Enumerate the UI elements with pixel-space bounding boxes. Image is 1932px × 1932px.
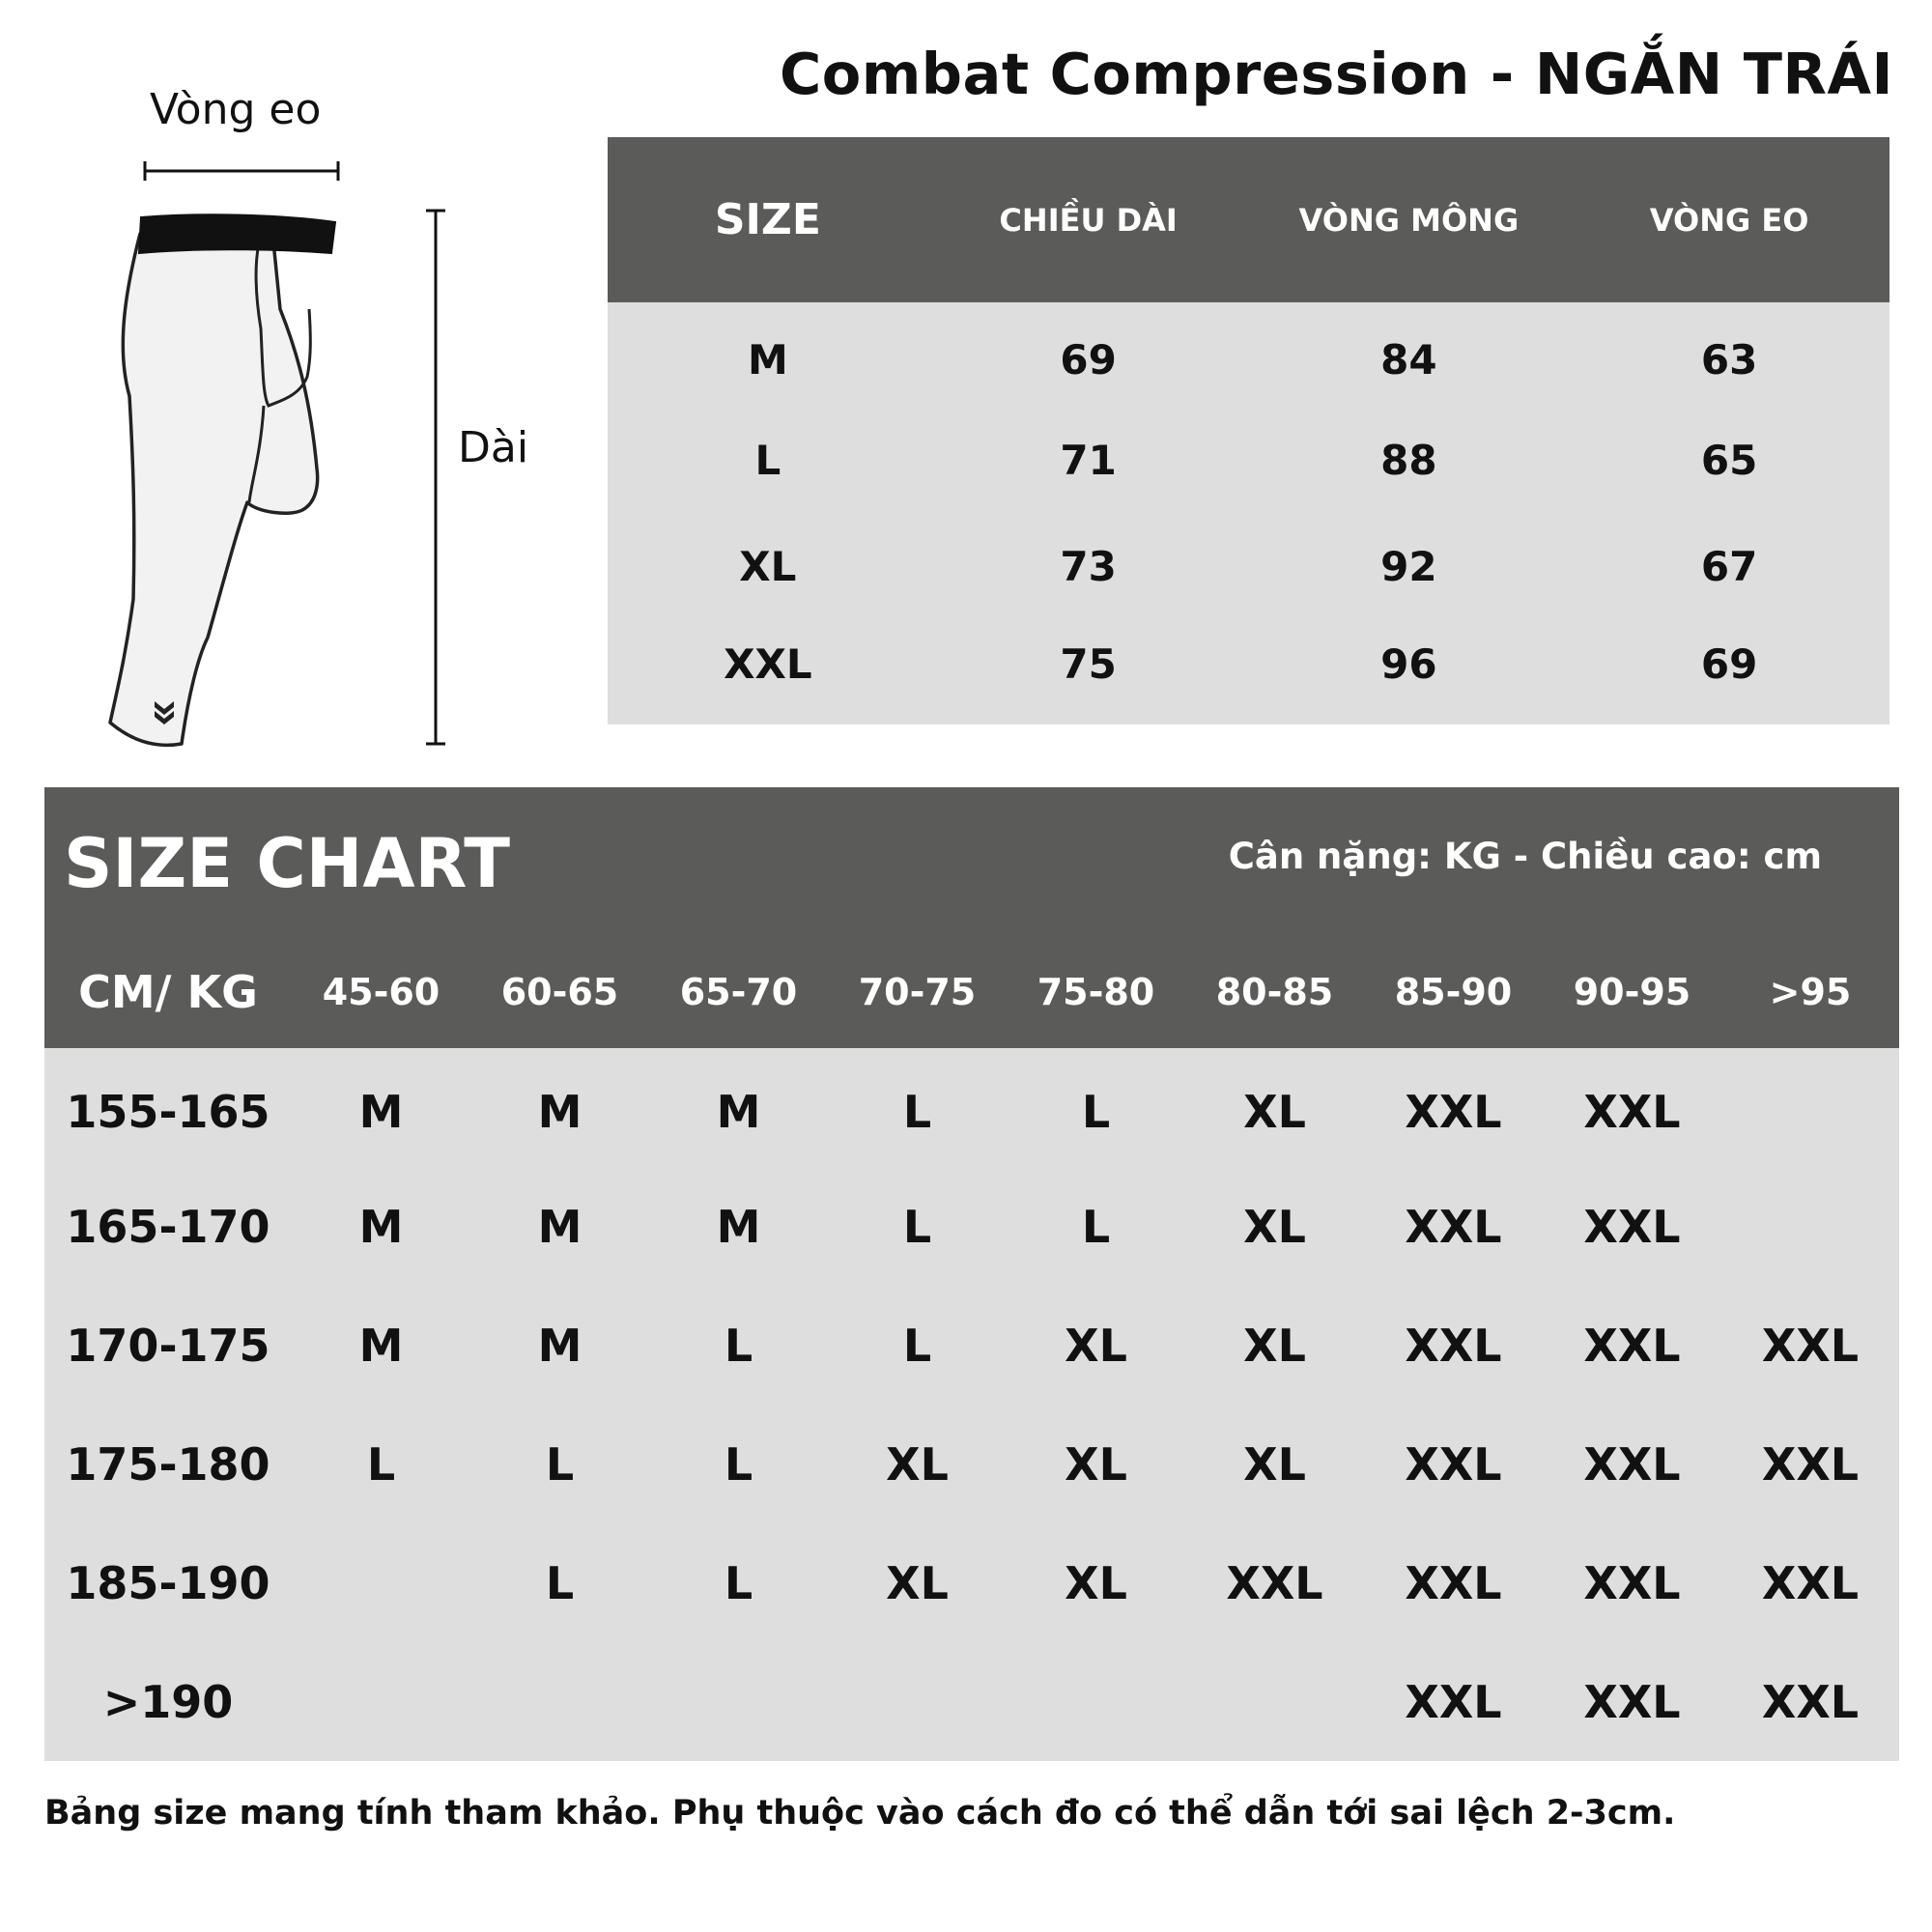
header-length: CHIỀU DÀI	[999, 201, 1178, 239]
corner-label: CM/ KG	[78, 965, 258, 1018]
size-cell: L	[902, 1319, 932, 1372]
size-cell: L	[545, 1437, 575, 1491]
size-cell: XL	[1243, 1200, 1306, 1253]
weight-header: 70-75	[858, 970, 977, 1013]
cell-waist: 67	[1700, 542, 1758, 590]
header-size: SIZE	[714, 195, 821, 244]
weight-header: >95	[1769, 970, 1852, 1013]
height-label: 170-175	[66, 1319, 270, 1372]
size-cell: XL	[1065, 1556, 1127, 1609]
size-cell	[292, 1642, 470, 1761]
height-label: >190	[102, 1675, 234, 1728]
height-row	[44, 1523, 1899, 1642]
height-row	[44, 1167, 1899, 1286]
cell-size: M	[747, 336, 788, 384]
cell-waist: 69	[1700, 639, 1758, 688]
size-cell: XXL	[1761, 1675, 1860, 1728]
height-row	[44, 1405, 1899, 1523]
cell-waist: 65	[1700, 437, 1758, 485]
size-cell: M	[537, 1200, 582, 1253]
size-cell: XL	[886, 1556, 949, 1609]
size-cell: M	[358, 1319, 404, 1372]
cell-hip: 88	[1380, 437, 1437, 485]
weight-header: 60-65	[500, 970, 619, 1013]
size-cell: XL	[1243, 1319, 1306, 1372]
size-cell: L	[724, 1437, 753, 1491]
height-row	[44, 1286, 1899, 1405]
size-cell: L	[902, 1200, 932, 1253]
size-cell: XXL	[1405, 1085, 1502, 1138]
size-cell	[292, 1523, 470, 1642]
size-cell: L	[366, 1437, 396, 1491]
waist-measure-line	[145, 161, 338, 181]
cell-length: 69	[1060, 336, 1117, 384]
weight-header: 80-85	[1215, 970, 1334, 1013]
height-label: 175-180	[66, 1437, 270, 1491]
size-cell	[470, 1642, 649, 1761]
size-cell: XXL	[1583, 1437, 1681, 1491]
length-measure-label: Dài	[458, 423, 529, 472]
size-cell: XL	[1065, 1437, 1127, 1491]
measurement-row	[608, 408, 1889, 513]
size-cell: L	[724, 1319, 753, 1372]
size-cell: XXL	[1583, 1675, 1681, 1728]
measurement-header-row	[608, 137, 1889, 302]
height-row	[44, 1642, 1899, 1761]
size-cell	[1185, 1642, 1364, 1761]
size-cell	[649, 1642, 828, 1761]
size-chart-title: SIZE CHART	[64, 824, 511, 903]
weight-header: 65-70	[679, 970, 798, 1013]
measurement-row	[608, 302, 1889, 408]
weight-header: 45-60	[322, 970, 440, 1013]
size-cell: M	[716, 1085, 761, 1138]
cell-size: XL	[739, 542, 797, 590]
cell-length: 75	[1060, 639, 1117, 688]
cell-hip: 84	[1380, 336, 1437, 384]
size-cell: XXL	[1583, 1556, 1681, 1609]
measurement-row	[608, 619, 1889, 724]
height-label: 165-170	[66, 1200, 270, 1253]
size-cell	[1721, 1167, 1899, 1286]
weight-header: 75-80	[1037, 970, 1155, 1013]
cell-length: 73	[1060, 542, 1117, 590]
size-cell: XXL	[1405, 1556, 1502, 1609]
size-cell: M	[716, 1200, 761, 1253]
footnote: Bảng size mang tính tham khảo. Phụ thuộc vào cách đo có thể dẫn tới sai lệch 2-3cm.	[44, 1794, 1676, 1833]
garment-outline	[110, 232, 318, 745]
height-label: 185-190	[66, 1556, 270, 1609]
header-hip: VÒNG MÔNG	[1298, 201, 1520, 239]
size-cell: L	[724, 1556, 753, 1609]
size-cell: XXL	[1405, 1319, 1502, 1372]
measurement-row	[608, 514, 1889, 619]
waist-measure-label: Vòng eo	[150, 85, 322, 134]
size-cell: M	[358, 1085, 404, 1138]
size-cell: M	[358, 1200, 404, 1253]
cell-hip: 96	[1380, 639, 1437, 688]
header-waist: VÒNG EO	[1649, 201, 1809, 239]
size-cell: M	[537, 1319, 582, 1372]
size-cell: L	[1081, 1085, 1111, 1138]
height-label: 155-165	[66, 1085, 270, 1138]
cell-size: XXL	[724, 639, 812, 688]
size-cell: XXL	[1226, 1556, 1323, 1609]
length-measure-line	[426, 211, 445, 744]
size-cell: XXL	[1761, 1319, 1860, 1372]
height-row	[44, 1048, 1899, 1167]
weight-header: 90-95	[1573, 970, 1691, 1013]
measurement-table	[608, 137, 1889, 724]
cell-waist: 63	[1700, 336, 1758, 384]
size-cell	[1007, 1642, 1185, 1761]
size-cell: XXL	[1583, 1319, 1681, 1372]
size-chart-table	[44, 935, 1899, 1761]
size-cell: XXL	[1761, 1556, 1860, 1609]
size-cell	[1721, 1048, 1899, 1167]
page-title: Combat Compression - NGẮN TRÁI	[780, 41, 1893, 107]
size-cell: XXL	[1405, 1437, 1502, 1491]
size-cell: XXL	[1761, 1437, 1860, 1491]
waistband	[139, 214, 335, 253]
size-cell: XXL	[1405, 1675, 1502, 1728]
size-cell: XXL	[1583, 1085, 1681, 1138]
compression-tights-illustration	[58, 77, 560, 773]
cell-hip: 92	[1380, 542, 1437, 590]
size-cell: XXL	[1405, 1200, 1502, 1253]
weight-header: 85-90	[1394, 970, 1513, 1013]
size-cell	[828, 1642, 1007, 1761]
size-cell: XL	[1065, 1319, 1127, 1372]
size-chart-body	[44, 1048, 1899, 1761]
size-cell: XL	[886, 1437, 949, 1491]
cell-length: 71	[1060, 437, 1117, 485]
size-cell: XL	[1243, 1437, 1306, 1491]
size-cell: L	[545, 1556, 575, 1609]
size-cell: XL	[1243, 1085, 1306, 1138]
size-cell: XXL	[1583, 1200, 1681, 1253]
cell-size: L	[754, 437, 781, 485]
size-chart	[44, 787, 1899, 1761]
weight-header-row	[44, 935, 1899, 1048]
size-cell: M	[537, 1085, 582, 1138]
size-cell: L	[1081, 1200, 1111, 1253]
size-cell: L	[902, 1085, 932, 1138]
size-chart-unit-note: Cân nặng: KG - Chiều cao: cm	[1228, 836, 1822, 877]
